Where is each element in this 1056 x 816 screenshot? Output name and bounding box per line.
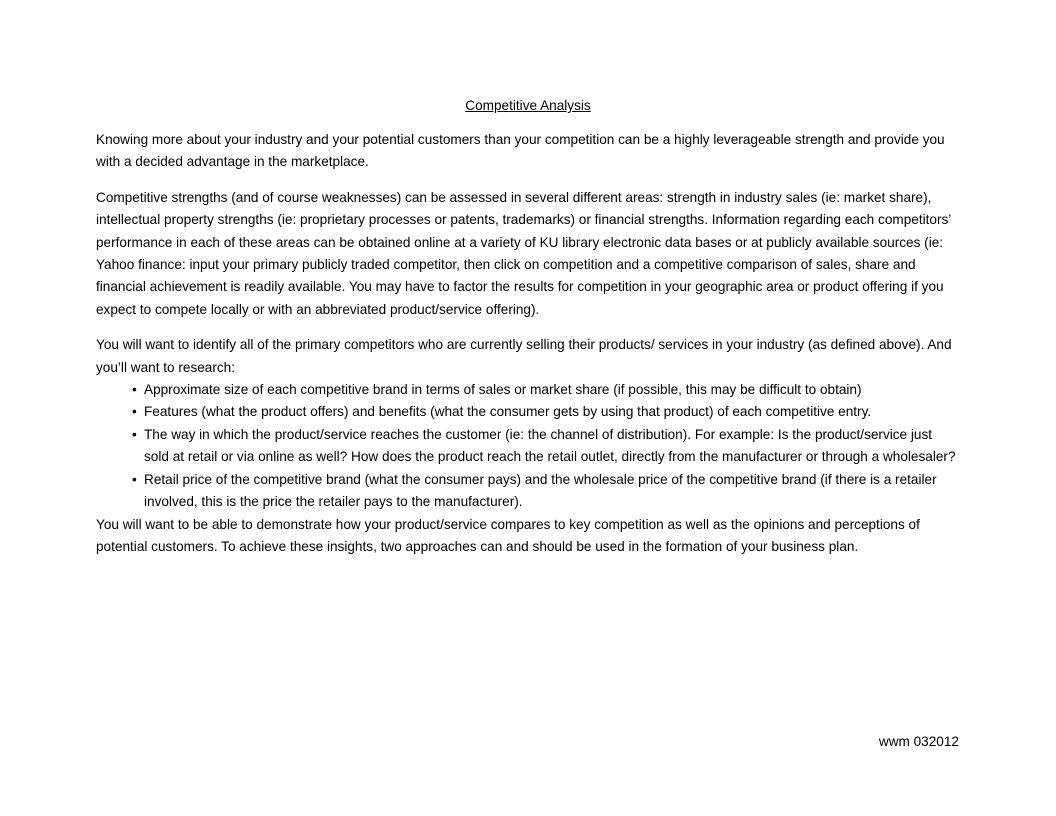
bullet-text: The way in which the product/service reaches the customer (ie: the channel of distribution). For example: Is the product/service just sold at retail or via online as well? How does the product reach the retail outlet, directly from the manufacturer or through a wholesaler?	[144, 426, 956, 465]
bullet-icon: •	[132, 471, 137, 487]
list-item	[132, 401, 960, 423]
bullet-icon: •	[132, 426, 137, 442]
footer-code: wwm 032012	[878, 734, 959, 749]
bullet-text: Features (what the product offers) and benefits (what the consumer gets by using that product) of each competitive entry.	[144, 404, 872, 420]
document-page	[96, 96, 960, 558]
closing-paragraph: You will want to be able to demonstrate how your product/service compares to key competition as well as the opinions and perceptions of potential customers. To achieve these insights, two approaches can and should be used in the formation of your business plan.	[96, 516, 920, 554]
list-item	[132, 379, 960, 401]
bullet-text: Approximate size of each competitive brand in terms of sales or market share (if possible, this may be difficult to obtain)	[144, 382, 862, 398]
research-bullet-list	[96, 379, 960, 513]
bullet-icon: •	[132, 404, 137, 420]
bullet-icon: •	[132, 382, 137, 398]
document-title: Competitive Analysis	[465, 98, 591, 113]
list-item	[132, 469, 960, 514]
list-item	[132, 424, 960, 469]
research-paragraph: You will want to identify all of the primary competitors who are currently selling their products/ services in your industry (as defined above). And you’ll want to research:	[96, 337, 952, 375]
strengths-paragraph: Competitive strengths (and of course weaknesses) can be assessed in several different areas: strength in industry sales (ie: market share), intellectual property strengths (ie: proprietary processes or patents, trademarks) or financial strengths. Information regarding each competitors’ performance in each of these areas can be obtained online at a variety of KU library electronic data bases or at publicly available sources (ie: Yahoo finance: input your primary publicly traded competitor, then click on competition and a competitive comparison of sales, share and financial achievement is readily available. You may have to factor the results for competition in your geographic area or product offering if you expect to compete locally or with an abbreviated product/service offering).	[96, 189, 951, 317]
intro-paragraph: Knowing more about your industry and your potential customers than your competition can be a highly leverageable strength and provide you with a decided advantage in the marketplace.	[96, 132, 945, 170]
bullet-text: Retail price of the competitive brand (what the consumer pays) and the wholesale price of the competitive brand (if there is a retailer involved, this is the price the retailer pays to the manufacturer).	[144, 471, 937, 510]
